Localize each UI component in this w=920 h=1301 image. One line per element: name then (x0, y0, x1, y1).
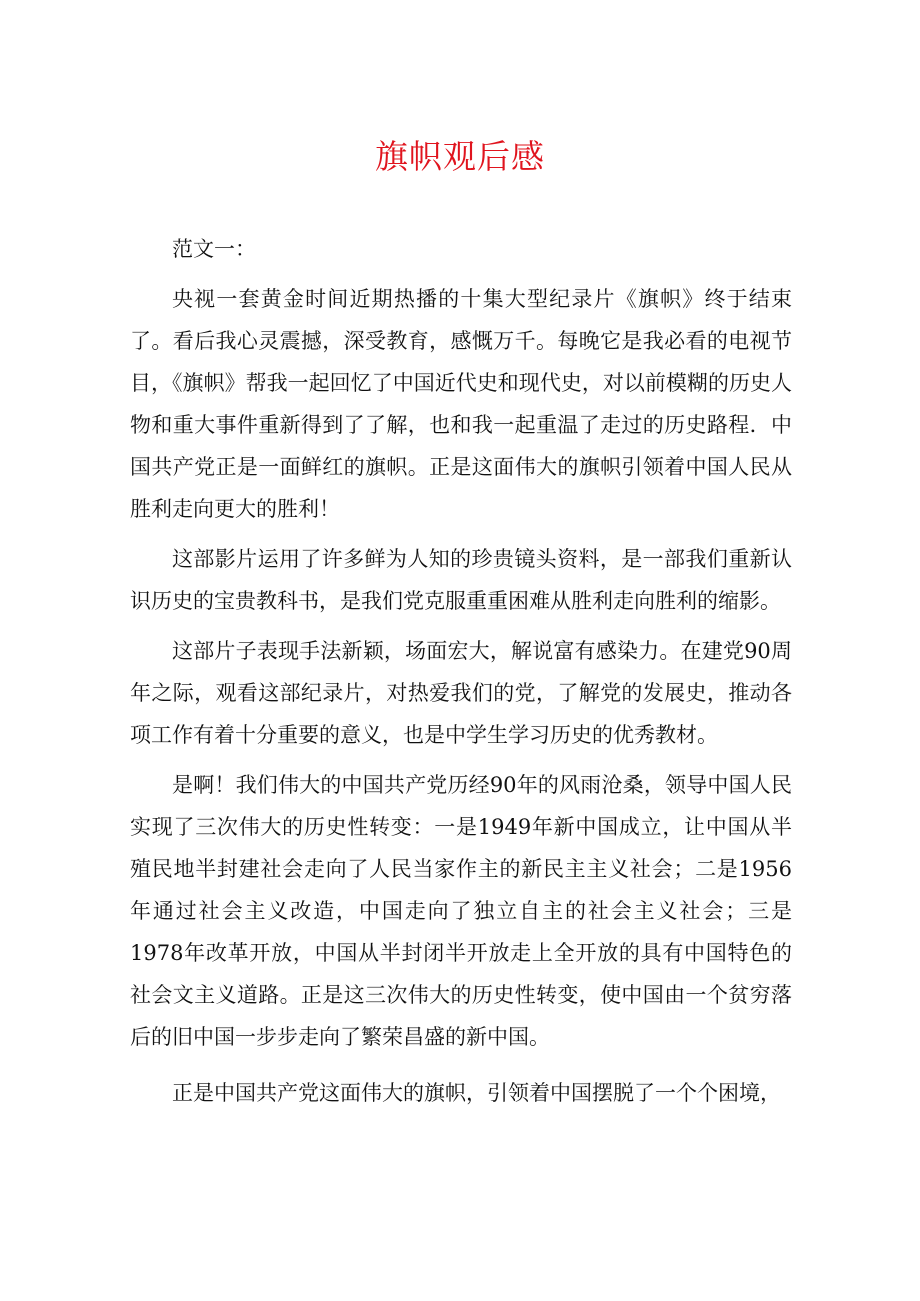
document-title: 旗帜观后感 (375, 137, 545, 176)
document-body (130, 228, 792, 1122)
paragraph: 是啊！我们伟大的中国共产党历经90年的风雨沧桑，领导中国人民实现了三次伟大的历史性转变：一是1949年新中国成立，让中国从半殖民地半封建社会走向了人民当家作主的新民主主义社会；二是1956年通过社会主义改造，中国走向了独立自主的社会主义社会；三是1978年改革开放，中国从半封闭半开放走上全开放的具有中国特色的社会文主义道路。正是这三次伟大的历史性转变，使中国由一个贫穷落后的旧中国一步步走向了繁荣昌盛的新中国。 (130, 773, 792, 1049)
paragraph: 正是中国共产党这面伟大的旗帜，引领着中国摆脱了一个个困境， (172, 1081, 781, 1105)
paragraph: 这部片子表现手法新颖，场面宏大，解说富有感染力。在建党90周年之际，观看这部纪录片，对热爱我们的党，了解党的发展史，推动各项工作有着十分重要的意义，也是中学生学习历史的优秀教材。 (130, 639, 792, 747)
paragraph-heading: 范文一： (172, 237, 256, 261)
paragraph: 这部影片运用了许多鲜为人知的珍贵镜头资料，是一部我们重新认识历史的宝贵教科书，是我们党克服重重困难从胜利走向胜利的缩影。 (130, 547, 792, 613)
paragraph: 央视一套黄金时间近期热播的十集大型纪录片《旗帜》终于结束了。看后我心灵震撼，深受教育，感慨万千。每晚它是我必看的电视节目，《旗帜》帮我一起回忆了中国近代史和现代史，对以前模糊的历史人物和重大事件重新得到了了解，也和我一起重温了走过的历史路程．中国共产党正是一面鲜红的旗帜。正是这面伟大的旗帜引领着中国人民从胜利走向更大的胜利！ (130, 287, 792, 521)
